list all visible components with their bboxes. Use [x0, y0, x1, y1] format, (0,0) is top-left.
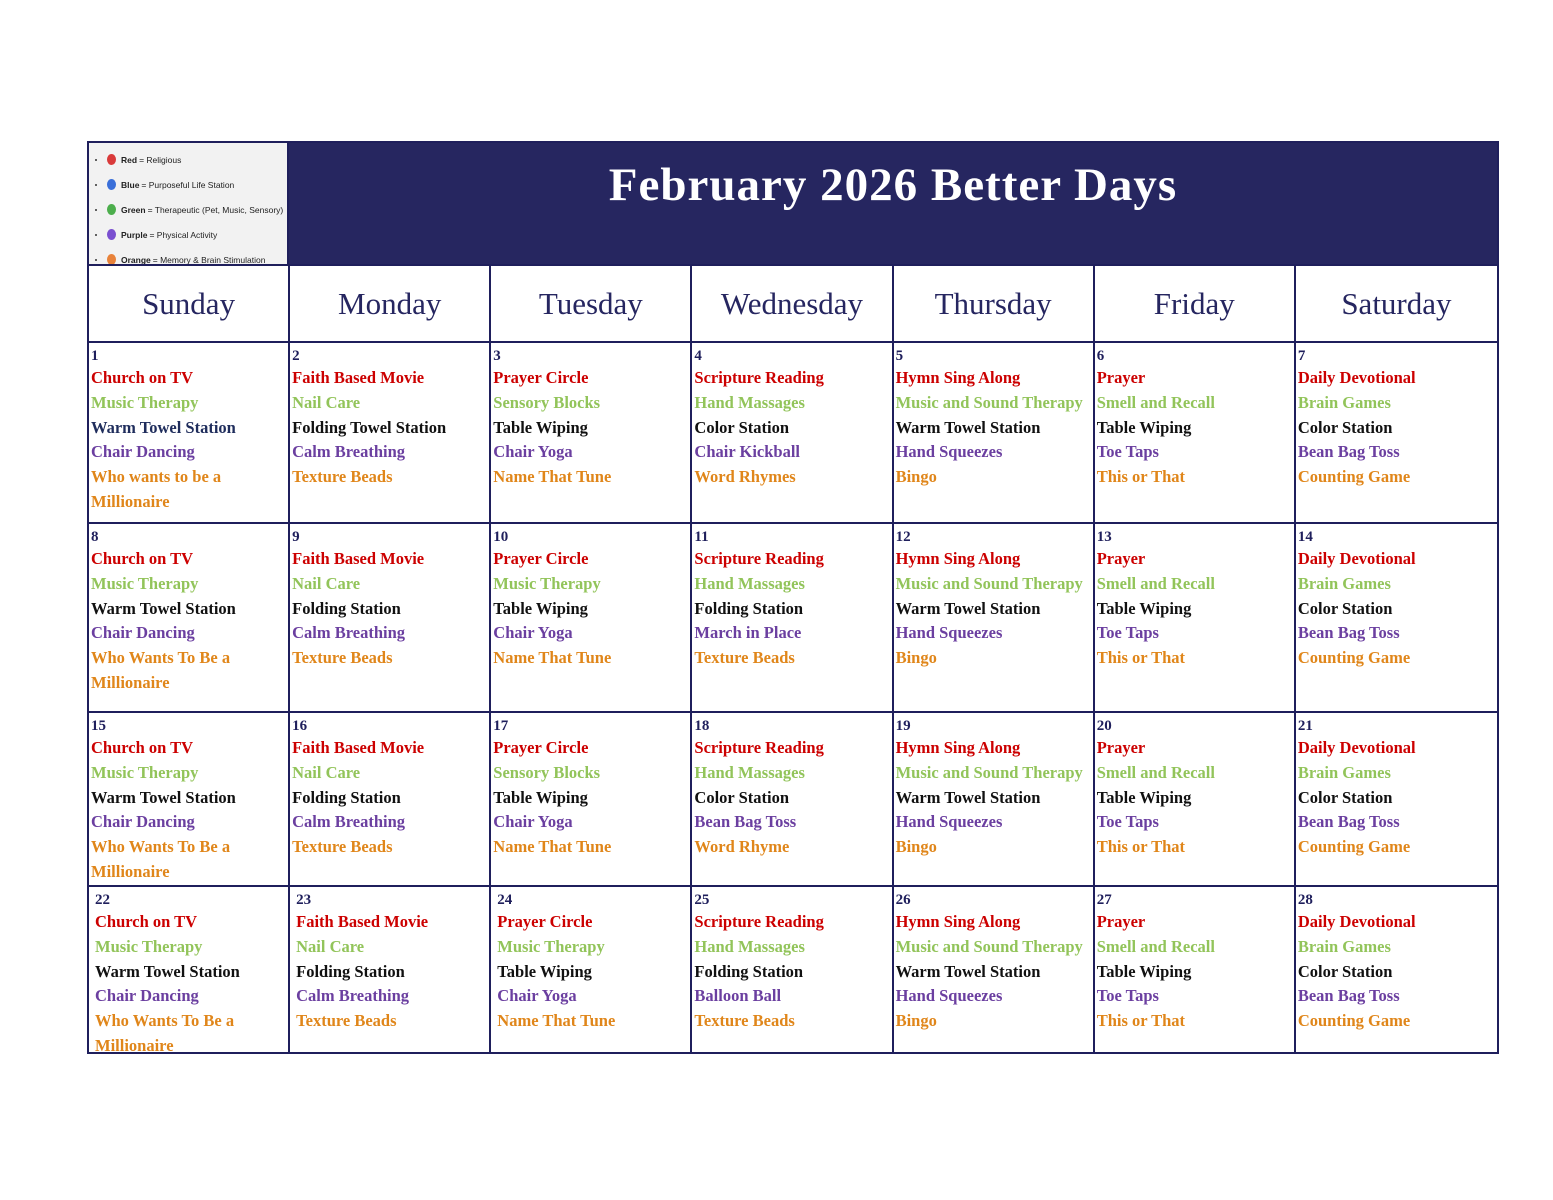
day-number: 4 [694, 348, 702, 364]
blue-dot-icon [107, 179, 116, 190]
day-number: 13 [1096, 529, 1112, 545]
activity-item: Prayer [1096, 912, 1146, 931]
activity-item: Smell and Recall [1096, 392, 1215, 412]
activity-item: Texture Beads [292, 837, 393, 857]
activity-item: Brain Games [1297, 762, 1391, 782]
activity-item: Prayer Circle [493, 738, 589, 757]
purple-dot-icon [107, 229, 116, 240]
day-cell [89, 711, 290, 885]
activity-item: Scripture Reading [694, 549, 824, 568]
activity-item: Faith Based Movie [292, 549, 425, 568]
activity-item: Texture Beads [296, 1011, 397, 1031]
day-number: 3 [493, 348, 501, 364]
activity-item: Hand Massages [694, 392, 805, 412]
activity-item: Name That Tune [497, 1011, 616, 1031]
day-number: 20 [1096, 718, 1112, 734]
day-header-tuesday: Tuesday [491, 264, 692, 341]
activity-item: Nail Care [292, 573, 361, 593]
activity-item: Warm Towel Station [895, 417, 1041, 437]
activity-item: Calm Breathing [292, 812, 406, 832]
activity-item: Scripture Reading [694, 738, 824, 757]
day-cell [894, 341, 1095, 522]
bullet-icon [95, 234, 97, 236]
day-number: 24 [497, 892, 513, 908]
activity-item: Prayer Circle [493, 549, 589, 568]
day-cell [692, 885, 893, 1052]
activity-item: Warm Towel Station [91, 598, 236, 618]
activity-item: Chair Yoga [493, 812, 573, 832]
day-number: 16 [292, 718, 308, 734]
activity-item: Nail Care [292, 762, 361, 782]
activity-item: Folding Station [292, 598, 401, 618]
activity-item: Folding Station [694, 598, 804, 618]
activity-item: Chair Yoga [497, 986, 577, 1006]
day-number: 5 [895, 348, 904, 364]
legend-meaning: = Memory & Brain Stimulation [152, 254, 266, 265]
day-number: 15 [91, 718, 106, 734]
activity-item: Music and Sound Therapy [895, 762, 1083, 782]
activity-item: Color Station [694, 787, 789, 807]
legend-item-green [89, 197, 287, 222]
activity-item: Name That Tune [493, 837, 612, 857]
activity-item: Bingo [895, 648, 937, 668]
activity-item: Hymn Sing Along [895, 549, 1021, 568]
activity-item: Bean Bag Toss [1297, 442, 1400, 462]
day-number: 17 [493, 718, 509, 734]
activity-item: Daily Devotional [1297, 549, 1416, 568]
activity-item: Table Wiping [1096, 417, 1192, 437]
activity-item: Brain Games [1297, 392, 1391, 412]
activity-item: Toe Taps [1096, 812, 1159, 832]
activity-item: Scripture Reading [694, 368, 824, 387]
activity-item: Texture Beads [694, 1011, 795, 1031]
day-cell [1296, 885, 1497, 1052]
legend-color-name: Orange [121, 254, 151, 265]
day-cell [1095, 522, 1296, 711]
activity-item: Faith Based Movie [292, 738, 425, 757]
activity-item: Color Station [1297, 787, 1393, 807]
activity-item: Folding Towel Station [292, 417, 447, 437]
title-banner [289, 143, 1497, 264]
day-number: 2 [292, 348, 300, 364]
activity-item: Hand Massages [694, 762, 805, 782]
calendar-title: February 2026 Better Days [608, 158, 1178, 211]
activity-item: Table Wiping [497, 961, 592, 981]
activity-item: Bingo [895, 467, 937, 487]
activity-item: Music and Sound Therapy [895, 573, 1083, 593]
activity-item: Prayer [1096, 738, 1146, 757]
legend-color-name: Red [121, 154, 138, 165]
day-cell [491, 711, 692, 885]
activity-item: Bean Bag Toss [1297, 623, 1400, 643]
day-cell [1095, 711, 1296, 885]
activity-item: Folding Station [694, 961, 804, 981]
activity-item: Church on TV [91, 368, 194, 387]
activity-item: Hand Squeezes [895, 442, 1003, 462]
activity-item: Brain Games [1297, 573, 1391, 593]
bullet-icon [95, 209, 97, 211]
day-cell [692, 711, 893, 885]
red-dot-icon [107, 154, 116, 165]
activity-item: Color Station [1297, 598, 1393, 618]
legend-color-name: Purple [121, 229, 148, 240]
day-number: 21 [1297, 718, 1313, 734]
activity-item: Music Therapy [497, 936, 605, 956]
day-cell [290, 522, 491, 711]
activity-item: Music Therapy [493, 573, 601, 593]
activity-item: Color Station [1297, 417, 1393, 437]
activity-item: Chair Dancing [91, 623, 195, 643]
day-number: 18 [694, 718, 710, 734]
day-number: 14 [1297, 529, 1313, 545]
activity-item: Folding Station [296, 961, 405, 981]
activity-item: Music Therapy [95, 936, 203, 956]
activity-item: Word Rhymes [694, 467, 796, 487]
activity-item: Church on TV [91, 738, 194, 757]
activity-item: Daily Devotional [1297, 368, 1416, 387]
activity-item: Faith Based Movie [296, 912, 429, 931]
activity-item: Nail Care [296, 936, 365, 956]
day-cell [89, 885, 290, 1052]
color-legend [89, 143, 289, 264]
day-number: 27 [1096, 892, 1112, 908]
activity-item: Prayer [1096, 368, 1146, 387]
activity-item: Texture Beads [694, 648, 795, 668]
activity-item: Hand Massages [694, 573, 805, 593]
activity-item: Calm Breathing [292, 442, 406, 462]
activity-item: Warm Towel Station [91, 787, 236, 807]
green-dot-icon [107, 204, 116, 215]
activity-item: Table Wiping [493, 787, 588, 807]
day-cell [894, 885, 1095, 1052]
day-header-wednesday: Wednesday [692, 264, 893, 341]
activity-item: Hymn Sing Along [895, 912, 1021, 931]
bullet-icon [95, 159, 97, 161]
day-number: 19 [895, 718, 911, 734]
activity-item: Hand Massages [694, 936, 805, 956]
activity-item: Daily Devotional [1297, 738, 1416, 757]
activity-item: This or That [1096, 648, 1186, 668]
day-cell [491, 522, 692, 711]
day-number: 7 [1297, 348, 1306, 364]
activity-item: Warm Towel Station [895, 787, 1041, 807]
activity-item: Prayer Circle [497, 912, 593, 931]
activity-item: Chair Dancing [95, 986, 199, 1006]
activity-item: Prayer Circle [493, 368, 589, 387]
activity-item: Music Therapy [91, 762, 199, 782]
activity-item: Hand Squeezes [895, 986, 1003, 1006]
day-number: 22 [95, 892, 110, 908]
day-number: 1 [91, 348, 99, 364]
activity-item: Chair Kickball [694, 442, 801, 462]
activity-item: Bingo [895, 837, 937, 857]
legend-meaning: = Physical Activity [149, 229, 218, 240]
activity-item: Smell and Recall [1096, 936, 1215, 956]
activity-item: Calm Breathing [296, 986, 410, 1006]
legend-color-name: Green [121, 204, 146, 215]
activity-item: This or That [1096, 467, 1186, 487]
activity-item: Folding Station [292, 787, 401, 807]
activity-item: Chair Yoga [493, 442, 573, 462]
day-header-monday: Monday [290, 264, 491, 341]
activity-item: Toe Taps [1096, 442, 1159, 462]
day-number: 28 [1297, 892, 1313, 908]
activity-item: Smell and Recall [1096, 573, 1215, 593]
activity-item: Church on TV [95, 912, 198, 931]
legend-color-name: Blue [121, 179, 140, 190]
activity-item: Texture Beads [292, 648, 393, 668]
calendar [87, 141, 1499, 1054]
day-header-friday: Friday [1095, 264, 1296, 341]
activity-item: Sensory Blocks [493, 762, 601, 782]
activity-item: Prayer [1096, 549, 1146, 568]
activity-item: Table Wiping [1096, 787, 1192, 807]
activity-item: Toe Taps [1096, 623, 1159, 643]
day-cell [290, 885, 491, 1052]
legend-meaning: = Therapeutic (Pet, Music, Sensory) [147, 204, 284, 215]
activity-item: This or That [1096, 1011, 1186, 1031]
activity-item: Nail Care [292, 392, 361, 412]
activity-item: Who Wants To Be a Millionaire [91, 837, 231, 881]
legend-meaning: = Purposeful Life Station [141, 179, 235, 190]
activity-item: Bean Bag Toss [694, 812, 797, 832]
activity-item: Balloon Ball [694, 986, 782, 1006]
activity-item: Table Wiping [493, 598, 588, 618]
activity-item: Daily Devotional [1297, 912, 1416, 931]
day-cell [1296, 711, 1497, 885]
activity-item: Faith Based Movie [292, 368, 425, 387]
day-header-saturday: Saturday [1296, 264, 1497, 341]
day-number: 23 [296, 892, 312, 908]
activity-item: Music and Sound Therapy [895, 936, 1083, 956]
activity-item: Texture Beads [292, 467, 393, 487]
activity-item: Music Therapy [91, 573, 199, 593]
activity-item: Name That Tune [493, 467, 612, 487]
day-cell [1296, 341, 1497, 522]
day-cell [290, 711, 491, 885]
legend-item-blue [89, 172, 287, 197]
activity-item: Church on TV [91, 549, 194, 568]
bullet-icon [95, 184, 97, 186]
legend-item-purple [89, 222, 287, 247]
day-cell [491, 885, 692, 1052]
day-cell [894, 522, 1095, 711]
activity-item: Table Wiping [493, 417, 588, 437]
activity-item: Counting Game [1297, 1011, 1411, 1031]
activity-item: Counting Game [1297, 837, 1411, 857]
activity-item: Word Rhyme [694, 837, 790, 857]
activity-item: This or That [1096, 837, 1186, 857]
bullet-icon [95, 259, 97, 261]
activity-item: Chair Dancing [91, 812, 195, 832]
activity-item: Brain Games [1297, 936, 1391, 956]
day-cell [491, 341, 692, 522]
day-cell [290, 341, 491, 522]
activity-item: Warm Towel Station [895, 961, 1041, 981]
day-cell [1095, 885, 1296, 1052]
activity-item: Scripture Reading [694, 912, 824, 931]
activity-item: Hand Squeezes [895, 623, 1003, 643]
day-header-thursday: Thursday [894, 264, 1095, 341]
activity-item: Who wants to be a Millionaire [91, 467, 222, 511]
activity-item: Music and Sound Therapy [895, 392, 1083, 412]
day-cell [89, 522, 290, 711]
day-cell [1296, 522, 1497, 711]
day-number: 10 [493, 529, 509, 545]
activity-item: Counting Game [1297, 648, 1411, 668]
day-cell [1095, 341, 1296, 522]
activity-item: Who Wants To Be a Millionaire [91, 648, 231, 692]
day-number: 26 [895, 892, 911, 908]
activity-item: Warm Towel Station [91, 417, 236, 437]
activity-item: Table Wiping [1096, 961, 1192, 981]
activity-item: Toe Taps [1096, 986, 1159, 1006]
day-header-sunday: Sunday [89, 264, 290, 341]
day-number: 11 [694, 529, 709, 545]
day-number: 8 [91, 529, 99, 545]
activity-item: Bean Bag Toss [1297, 812, 1400, 832]
activity-item: Bean Bag Toss [1297, 986, 1400, 1006]
activity-item: Calm Breathing [292, 623, 406, 643]
legend-meaning: = Religious [139, 154, 182, 165]
day-number: 25 [694, 892, 710, 908]
legend-item-red [89, 147, 287, 172]
activity-item: Warm Towel Station [895, 598, 1041, 618]
activity-item: Hand Squeezes [895, 812, 1003, 832]
day-cell [692, 522, 893, 711]
activity-item: Warm Towel Station [95, 961, 240, 981]
activity-item: Hymn Sing Along [895, 368, 1021, 387]
activity-item: Counting Game [1297, 467, 1411, 487]
activity-item: Table Wiping [1096, 598, 1192, 618]
activity-item: Chair Dancing [91, 442, 195, 462]
calendar-grid [89, 264, 1497, 1052]
activity-item: Name That Tune [493, 648, 612, 668]
activity-item: Smell and Recall [1096, 762, 1215, 782]
activity-item: Hymn Sing Along [895, 738, 1021, 757]
activity-item: Color Station [694, 417, 789, 437]
activity-item: Sensory Blocks [493, 392, 601, 412]
day-cell [692, 341, 893, 522]
activity-item: March in Place [694, 623, 802, 643]
day-cell [894, 711, 1095, 885]
day-number: 9 [292, 529, 300, 545]
activity-item: Who Wants To Be a Millionaire [95, 1011, 235, 1052]
day-number: 6 [1096, 348, 1105, 364]
activity-item: Color Station [1297, 961, 1393, 981]
day-cell [89, 341, 290, 522]
activity-item: Bingo [895, 1011, 937, 1031]
activity-item: Chair Yoga [493, 623, 573, 643]
activity-item: Music Therapy [91, 392, 199, 412]
day-number: 12 [895, 529, 911, 545]
